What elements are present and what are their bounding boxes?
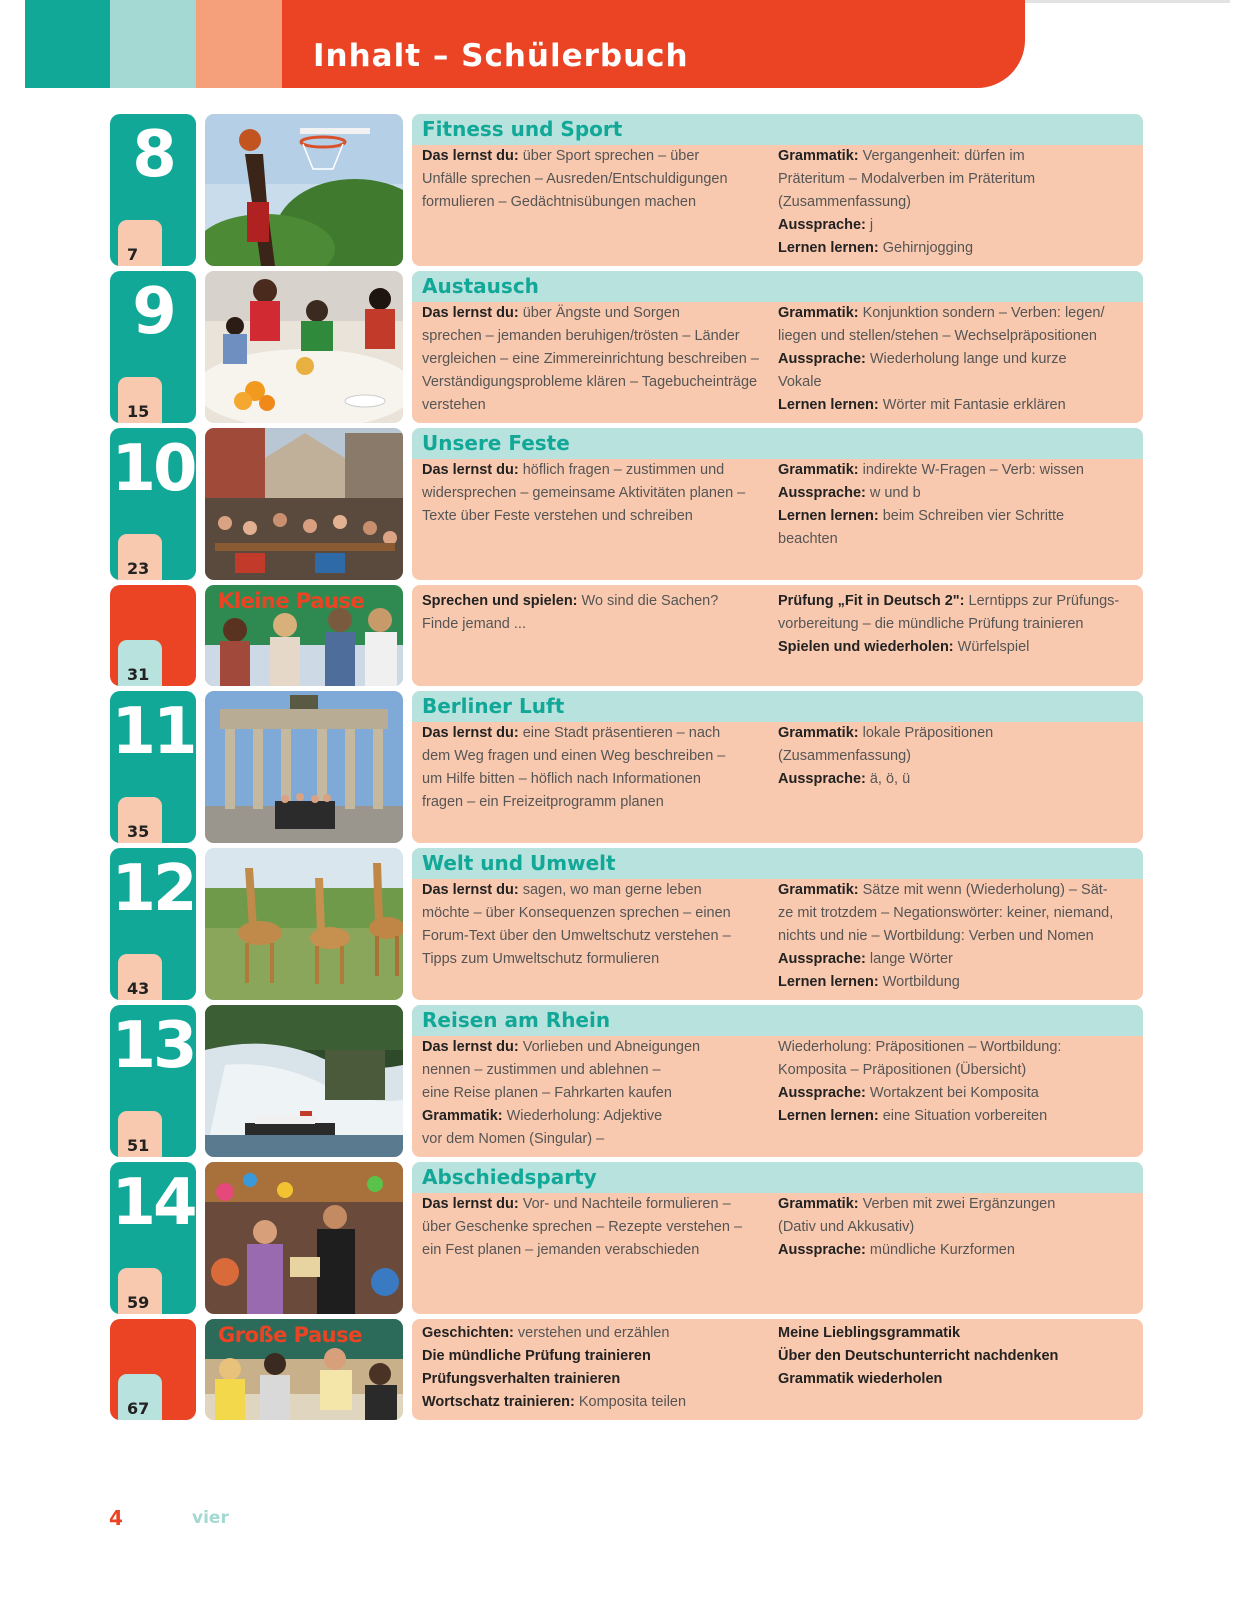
unit-content <box>412 848 1143 1000</box>
text-line: Über den Deutschunterricht nachdenken <box>778 1348 1059 1364</box>
pause-row-big[interactable] <box>110 1319 1143 1420</box>
unit-row[interactable] <box>110 1162 1143 1314</box>
unit-number-box <box>110 271 196 423</box>
text-line: sprechen – jemanden beruhigen/trösten – Länder <box>422 328 740 344</box>
text-line: Wortschatz trainieren: Komposita teilen <box>422 1394 687 1410</box>
unit-title-bar <box>412 1005 1143 1036</box>
text-line: Aussprache: ä, ö, ü <box>778 771 911 787</box>
header-color-block-teal <box>25 0 110 88</box>
unit-number: 10 <box>111 432 195 506</box>
learning-goals <box>422 1193 762 1262</box>
unit-title: Austausch <box>422 274 539 298</box>
text-line: Forum-Text über den Umweltschutz verstehen – <box>422 928 731 944</box>
text-line: (Dativ und Akkusativ) <box>778 1219 915 1235</box>
unit-row[interactable] <box>110 1005 1143 1157</box>
pause-content <box>412 585 1143 686</box>
unit-number: 8 <box>132 118 174 192</box>
text-line: ze mit trotzdem – Negationswörter: keiner, niemand, <box>778 905 1114 921</box>
page-badge: 43 <box>118 954 162 1000</box>
grammar-notes <box>778 459 1134 551</box>
text-line: Aussprache: lange Wörter <box>778 951 953 967</box>
pause-label: Große Pause <box>218 1323 362 1347</box>
text-line: vorbereitung – die mündliche Prüfung trainieren <box>778 616 1084 632</box>
pause-row-small[interactable] <box>110 585 1143 686</box>
unit-row[interactable] <box>110 848 1143 1000</box>
pause-photo-group <box>205 585 403 686</box>
unit-photo-gate <box>205 691 403 843</box>
learning-goals <box>422 145 762 214</box>
unit-number-box <box>110 1162 196 1314</box>
pause-content <box>412 1319 1143 1420</box>
text-line: fragen – ein Freizeitprogramm planen <box>422 794 664 810</box>
learning-goals <box>422 459 762 528</box>
page-number-word: vier <box>192 1508 229 1528</box>
text-line: beachten <box>778 531 838 547</box>
text-line: Grammatik: Sätze mit wenn (Wiederholung) – Sät- <box>778 882 1108 898</box>
unit-number: 11 <box>111 695 195 769</box>
text-line: eine Reise planen – Fahrkarten kaufen <box>422 1085 672 1101</box>
page-badge: 35 <box>118 797 162 843</box>
pause-photo-classroom <box>205 1319 403 1420</box>
text-line: Das lernst du: über Sport sprechen – über <box>422 148 700 164</box>
unit-photo-dinner <box>205 271 403 423</box>
page-badge: 31 <box>118 640 162 686</box>
text-line: Grammatik: lokale Präpositionen <box>778 725 994 741</box>
unit-number: 14 <box>111 1166 195 1240</box>
unit-row[interactable] <box>110 691 1143 843</box>
text-line: Prüfungsverhalten trainieren <box>422 1371 621 1387</box>
text-line: Aussprache: w und b <box>778 485 921 501</box>
pause-label: Kleine Pause <box>218 589 365 613</box>
header-banner <box>25 0 1025 88</box>
text-line: möchte – über Konsequenzen sprechen – einen <box>422 905 731 921</box>
text-line: Vokale <box>778 374 822 390</box>
unit-content <box>412 691 1143 843</box>
unit-number-box <box>110 1005 196 1157</box>
text-line: Präteritum – Modalverben im Präteritum <box>778 171 1036 187</box>
unit-title: Berliner Luft <box>422 694 565 718</box>
page-badge: 67 <box>118 1374 162 1420</box>
page-badge: 7 <box>118 220 162 266</box>
page-badge: 51 <box>118 1111 162 1157</box>
text-line: Wiederholung: Präpositionen – Wortbildung: <box>778 1039 1062 1055</box>
unit-title: Unsere Feste <box>422 431 570 455</box>
unit-number-box <box>110 848 196 1000</box>
text-line: liegen und stellen/stehen – Wechselpräpositionen <box>778 328 1097 344</box>
text-line: vergleichen – eine Zimmereinrichtung beschreiben – <box>422 351 759 367</box>
text-line: vor dem Nomen (Singular) – <box>422 1131 605 1147</box>
text-line: Finde jemand ... <box>422 616 526 632</box>
text-line: Lernen lernen: Wortbildung <box>778 974 960 990</box>
unit-number-box <box>110 428 196 580</box>
grammar-notes <box>778 722 1134 791</box>
unit-title-bar <box>412 1162 1143 1193</box>
unit-title-bar <box>412 848 1143 879</box>
learning-goals <box>422 722 762 814</box>
unit-content <box>412 271 1143 423</box>
text-line: über Geschenke sprechen – Rezepte verstehen – <box>422 1219 743 1235</box>
grammar-notes <box>778 145 1134 260</box>
text-line: Lernen lernen: beim Schreiben vier Schritte <box>778 508 1065 524</box>
page-title: Inhalt – Schülerbuch <box>313 38 689 74</box>
unit-title: Abschiedsparty <box>422 1165 597 1189</box>
pause-box <box>110 1319 196 1420</box>
text-line: Prüfung „Fit in Deutsch 2": Lerntipps zur Prüfungs- <box>778 593 1120 609</box>
grammar-notes <box>778 879 1134 994</box>
page-badge: 23 <box>118 534 162 580</box>
text-line: Grammatik wiederholen <box>778 1371 943 1387</box>
page-badge: 59 <box>118 1268 162 1314</box>
unit-title: Welt und Umwelt <box>422 851 616 875</box>
grammar-notes <box>778 302 1134 417</box>
text-line: Grammatik: Konjunktion sondern – Verben: legen/ <box>778 305 1105 321</box>
text-line: Das lernst du: über Ängste und Sorgen <box>422 305 680 321</box>
unit-content <box>412 428 1143 580</box>
page-badge: 15 <box>118 377 162 423</box>
text-line: Grammatik: indirekte W-Fragen – Verb: wissen <box>778 462 1084 478</box>
text-line: Lernen lernen: Wörter mit Fantasie erklären <box>778 397 1066 413</box>
header-color-block-light-teal <box>110 0 196 88</box>
text-line: Das lernst du: eine Stadt präsentieren – nach <box>422 725 721 741</box>
text-line: Das lernst du: höflich fragen – zustimmen und <box>422 462 725 478</box>
text-line: dem Weg fragen und einen Weg beschreiben – <box>422 748 726 764</box>
text-line: nichts und nie – Wortbildung: Verben und Nomen <box>778 928 1094 944</box>
text-line: ein Fest planen – jemanden verabschieden <box>422 1242 700 1258</box>
unit-photo-party <box>205 1162 403 1314</box>
text-line: widersprechen – gemeinsame Aktivitäten planen – <box>422 485 746 501</box>
text-line: Sprechen und spielen: Wo sind die Sachen? <box>422 593 719 609</box>
unit-number: 9 <box>132 275 174 349</box>
grammar-notes <box>778 1193 1134 1262</box>
text-line: formulieren – Gedächtnisübungen machen <box>422 194 697 210</box>
learning-goals <box>422 302 762 417</box>
text-line: (Zusammenfassung) <box>778 748 911 764</box>
text-line: Spielen und wiederholen: Würfelspiel <box>778 639 1030 655</box>
learning-goals <box>422 879 762 971</box>
pause-activities <box>422 590 762 636</box>
unit-photo-festival <box>205 428 403 580</box>
unit-number: 13 <box>111 1009 195 1083</box>
unit-content <box>412 1005 1143 1157</box>
page-number: 4 <box>109 1506 123 1530</box>
text-line: Grammatik: Wiederholung: Adjektive <box>422 1108 663 1124</box>
text-line: Meine Lieblingsgrammatik <box>778 1325 961 1341</box>
unit-photo-waterfall <box>205 1005 403 1157</box>
text-line: Aussprache: mündliche Kurzformen <box>778 1242 1015 1258</box>
pause-grammar-notes <box>778 1322 1134 1391</box>
header-rule <box>1025 0 1230 3</box>
unit-photo-giraffes <box>205 848 403 1000</box>
learning-goals <box>422 1036 762 1151</box>
text-line: Das lernst du: Vor- und Nachteile formulieren – <box>422 1196 731 1212</box>
text-line: nennen – zustimmen und ablehnen – <box>422 1062 661 1078</box>
unit-title-bar <box>412 428 1143 459</box>
unit-row[interactable] <box>110 428 1143 580</box>
unit-title-bar <box>412 691 1143 722</box>
text-line: verstehen <box>422 397 486 413</box>
text-line: Unfälle sprechen – Ausreden/Entschuldigungen <box>422 171 728 187</box>
text-line: Das lernst du: Vorlieben und Abneigungen <box>422 1039 701 1055</box>
text-line: Tipps zum Umweltschutz formulieren <box>422 951 660 967</box>
text-line: Das lernst du: sagen, wo man gerne leben <box>422 882 702 898</box>
unit-number: 12 <box>111 852 195 926</box>
grammar-notes <box>778 1036 1134 1128</box>
text-line: Verständigungsprobleme klären – Tagebucheinträge <box>422 374 758 390</box>
text-line: Aussprache: Wortakzent bei Komposita <box>778 1085 1039 1101</box>
text-line: Lernen lernen: eine Situation vorbereiten <box>778 1108 1048 1124</box>
text-line: (Zusammenfassung) <box>778 194 911 210</box>
text-line: Grammatik: Vergangenheit: dürfen im <box>778 148 1025 164</box>
text-line: Die mündliche Prüfung trainieren <box>422 1348 651 1364</box>
unit-title-bar <box>412 271 1143 302</box>
pause-exam-notes <box>778 590 1134 659</box>
pause-box <box>110 585 196 686</box>
unit-photo-basketball <box>205 114 403 266</box>
text-line: Geschichten: verstehen und erzählen <box>422 1325 670 1341</box>
unit-number-box <box>110 114 196 266</box>
unit-number-box <box>110 691 196 843</box>
unit-row[interactable] <box>110 271 1143 423</box>
text-line: Aussprache: j <box>778 217 874 233</box>
text-line: Lernen lernen: Gehirnjogging <box>778 240 974 256</box>
unit-row[interactable] <box>110 114 1143 266</box>
text-line: Komposita – Präpositionen (Übersicht) <box>778 1062 1027 1078</box>
unit-title: Reisen am Rhein <box>422 1008 611 1032</box>
text-line: Aussprache: Wiederholung lange und kurze <box>778 351 1067 367</box>
unit-content <box>412 114 1143 266</box>
text-line: Texte über Feste verstehen und schreiben <box>422 508 693 524</box>
unit-title-bar <box>412 114 1143 145</box>
unit-title: Fitness und Sport <box>422 117 623 141</box>
unit-content <box>412 1162 1143 1314</box>
pause-activities <box>422 1322 762 1414</box>
text-line: Grammatik: Verben mit zwei Ergänzungen <box>778 1196 1056 1212</box>
text-line: um Hilfe bitten – höflich nach Informationen <box>422 771 701 787</box>
header-color-block-peach <box>196 0 282 88</box>
